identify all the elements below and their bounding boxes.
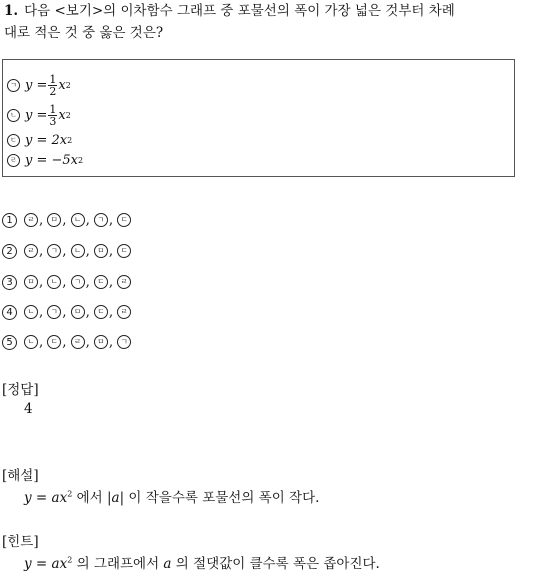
- explanation-text-a: 에서: [76, 490, 103, 506]
- hint-label: [힌트]: [2, 534, 39, 550]
- explanation-math: y = ax: [24, 490, 68, 506]
- example-item-4: [7, 153, 83, 168]
- item-marker: ㄱ: [7, 79, 20, 92]
- seq-marker: ㄱ: [117, 335, 131, 349]
- choice-number: 2: [2, 244, 17, 259]
- seq-marker: ㄴ: [71, 213, 85, 227]
- fraction: [48, 74, 57, 97]
- seq-marker: ㄹ: [24, 244, 38, 258]
- seq-marker: ㄹ: [117, 305, 131, 319]
- hint-math: y = ax: [24, 556, 68, 572]
- seq-marker: ㄹ: [24, 213, 38, 227]
- seq-marker: ㄹ: [117, 275, 131, 289]
- seq-marker: ㄷ: [117, 213, 131, 227]
- item-marker: ㄴ: [7, 109, 20, 122]
- seq-marker: ㄷ: [94, 275, 108, 289]
- fraction-numerator: 1: [49, 103, 57, 116]
- exponent: 2: [67, 555, 73, 565]
- example-box: [2, 59, 515, 177]
- hint-text-b: 의 절댓값이 클수록 폭은 좁아진다.: [175, 556, 380, 572]
- exponent: 2: [78, 156, 84, 165]
- fraction-denominator: 3: [49, 115, 57, 128]
- seq-marker: ㄴ: [47, 275, 61, 289]
- question-number: 1.: [4, 3, 19, 19]
- exponent: 2: [65, 81, 71, 90]
- hint-text: [24, 552, 380, 572]
- seq-marker: ㄷ: [94, 305, 108, 319]
- equation-var: x: [58, 108, 66, 123]
- answer-value: 4: [24, 401, 33, 417]
- seq-marker: ㄹ: [71, 335, 85, 349]
- question-text-2: 대로 적은 것 중 옳은 것은?: [4, 25, 164, 41]
- example-item-1: [7, 74, 71, 97]
- equation-lhs: y =: [25, 78, 48, 93]
- equation-lhs: y =: [25, 108, 48, 123]
- seq-marker: ㄴ: [71, 244, 85, 258]
- exponent: 2: [67, 136, 73, 145]
- question-line-2: [4, 22, 163, 44]
- exponent: 2: [65, 111, 71, 120]
- question-text-1: 다음 <보기>의 이차함수 그래프 중 포물선의 폭이 가장 넓은 것부터 차례: [24, 3, 455, 19]
- choice-number: 5: [2, 335, 17, 350]
- seq-marker: ㄱ: [47, 305, 61, 319]
- seq-marker: ㅁ: [94, 244, 108, 258]
- fraction: [48, 104, 57, 127]
- choice-sequence: ㄹ , ㄱ , ㄴ , ㅁ , ㄷ: [24, 243, 131, 259]
- question-line-1: [4, 0, 455, 22]
- equation: y = 2x: [25, 133, 68, 148]
- choice-number: 1: [2, 213, 17, 228]
- equation-var: x: [58, 78, 66, 93]
- seq-marker: ㄱ: [94, 213, 108, 227]
- choice-sequence: ㄴ , ㄱ , ㅁ , ㄷ , ㄹ: [24, 304, 131, 320]
- explanation-abs: |a|: [106, 490, 125, 506]
- example-item-2: [7, 104, 71, 127]
- seq-marker: ㄱ: [71, 275, 85, 289]
- answer-label: [정답]: [2, 382, 39, 398]
- hint-text-a: 의 그래프에서: [76, 556, 160, 572]
- explanation-label: [해설]: [2, 468, 39, 484]
- item-marker: ㄹ: [7, 154, 20, 167]
- choice-number: 4: [2, 305, 17, 320]
- example-item-3: [7, 133, 72, 148]
- explanation-text-b: 이 작을수록 포물선의 폭이 작다.: [128, 490, 320, 506]
- seq-marker: ㅁ: [94, 335, 108, 349]
- seq-marker: ㄱ: [47, 244, 61, 258]
- item-marker: ㄷ: [7, 134, 20, 147]
- exponent: 2: [67, 489, 73, 499]
- choice-2[interactable]: [2, 243, 131, 259]
- choice-number: 3: [2, 275, 17, 290]
- seq-marker: ㅁ: [24, 275, 38, 289]
- choice-5[interactable]: [2, 334, 131, 350]
- equation: y = −5x: [25, 153, 78, 168]
- seq-marker: ㅁ: [47, 213, 61, 227]
- seq-marker: ㄴ: [24, 335, 38, 349]
- explanation-text: [24, 486, 319, 506]
- seq-marker: ㄷ: [117, 244, 131, 258]
- seq-marker: ㅁ: [71, 305, 85, 319]
- choice-1[interactable]: [2, 212, 131, 228]
- choice-3[interactable]: [2, 274, 131, 290]
- choice-sequence: ㅁ , ㄴ , ㄱ , ㄷ , ㄹ: [24, 274, 131, 290]
- fraction-denominator: 2: [49, 85, 57, 98]
- choice-sequence: ㄴ , ㄷ , ㄹ , ㅁ , ㄱ: [24, 334, 131, 350]
- choice-4[interactable]: [2, 304, 131, 320]
- choice-sequence: ㄹ , ㅁ , ㄴ , ㄱ , ㄷ: [24, 212, 131, 228]
- seq-marker: ㄴ: [24, 305, 38, 319]
- fraction-numerator: 1: [49, 73, 57, 86]
- hint-var: a: [163, 556, 172, 572]
- seq-marker: ㄷ: [47, 335, 61, 349]
